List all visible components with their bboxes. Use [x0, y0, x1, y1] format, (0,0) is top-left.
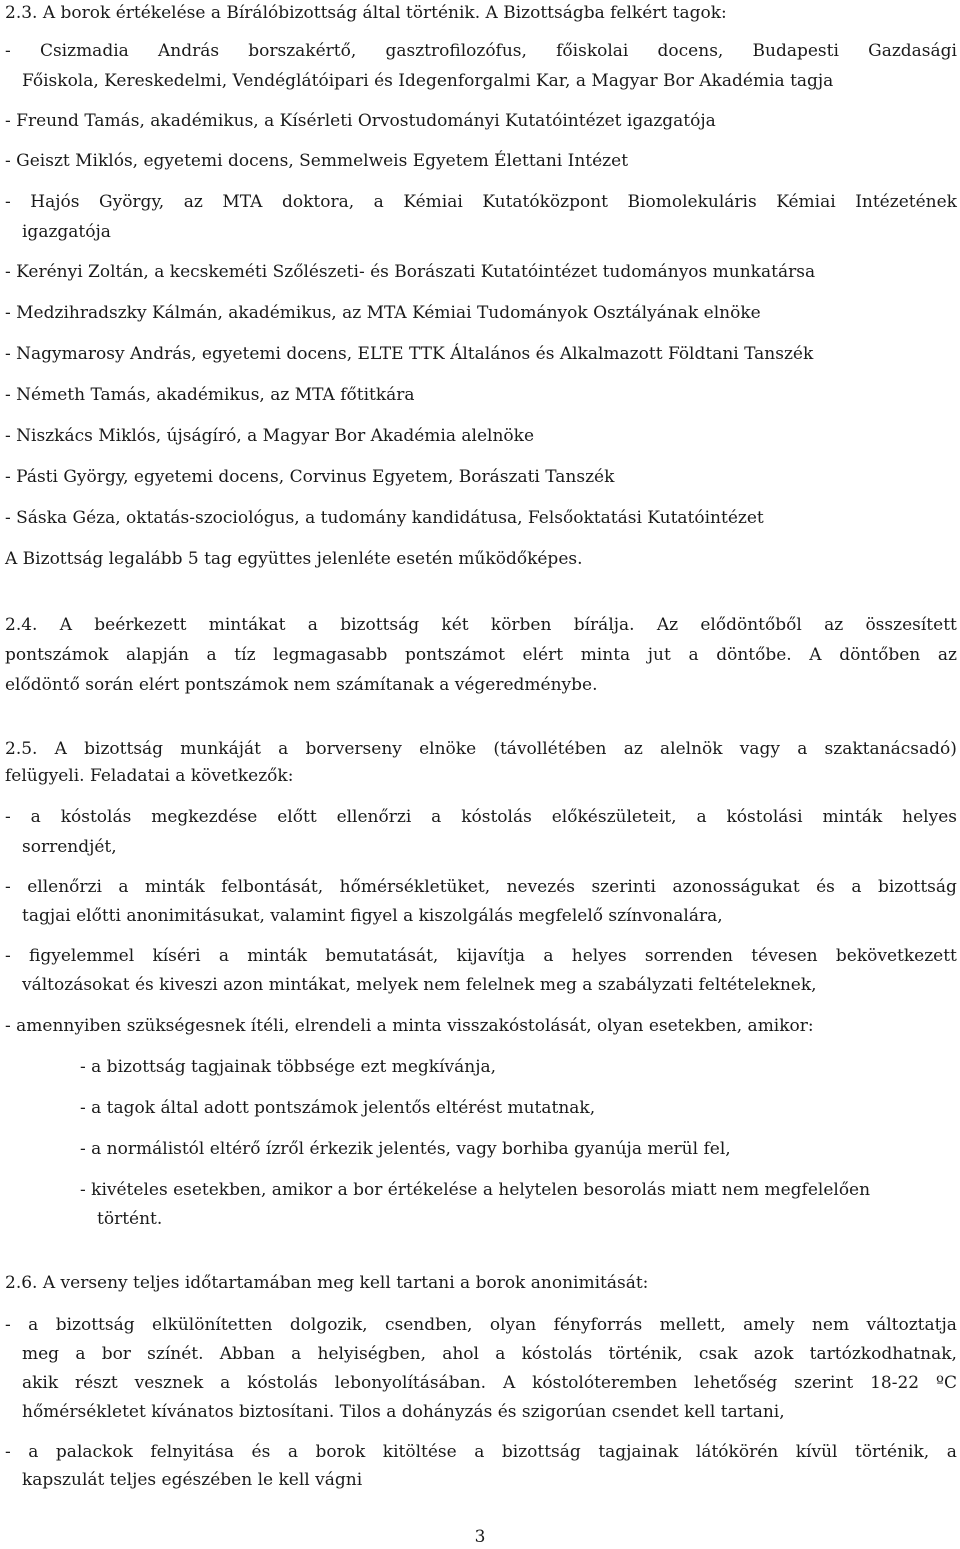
anonymity-item-cont: meg a bor színét. Abban a helyiségben, ahol a kóstolás történik, csak azok tartózkodhatnak, [22, 1344, 957, 1364]
member-line: - Kerényi Zoltán, a kecskeméti Szőlészeti- és Borászati Kutatóintézet tudományos munkatársa [5, 262, 816, 282]
member-line: - Hajós György, az MTA doktora, a Kémiai Kutatóközpont Biomolekuláris Kémiai Intézetének [5, 192, 957, 212]
member-line: - Sáska Géza, oktatás-szociológus, a tudomány kandidátusa, Felsőoktatási Kutatóintézet [5, 508, 764, 528]
section-2-4-line: elődöntő során elért pontszámok nem számítanak a végeredménybe. [5, 675, 598, 695]
section-2-6-heading: 2.6. A verseny teljes időtartamában meg kell tartani a borok anonimitását: [5, 1273, 649, 1293]
anonymity-item: - a bizottság elkülönítetten dolgozik, csendben, olyan fényforrás mellett, amely nem változtatja [5, 1315, 957, 1335]
member-line-cont: igazgatója [22, 222, 111, 242]
section-2-4-line: pontszámok alapján a tíz legmagasabb pontszámot elért minta jut a döntőbe. A döntőben az [5, 645, 957, 665]
sub-item: - kivételes esetekben, amikor a bor értékelése a helytelen besorolás miatt nem megfelelően [80, 1180, 871, 1200]
member-line: - Niszkács Miklós, újságíró, a Magyar Bor Akadémia alelnöke [5, 426, 535, 446]
task-item-cont: változásokat és kiveszi azon mintákat, melyek nem felelnek meg a szabályzati feltételeknek, [22, 975, 817, 995]
member-line: - Németh Tamás, akadémikus, az MTA főtitkára [5, 385, 415, 405]
member-line: - Nagymarosy András, egyetemi docens, ELTE TTK Általános és Alkalmazott Földtani Tanszék [5, 344, 814, 364]
anonymity-item-cont: kapszulát teljes egészében le kell vágni [22, 1470, 363, 1490]
task-item-cont: tagjai előtti anonimitásukat, valamint figyel a kiszolgálás megfelelő színvonalára, [22, 906, 723, 926]
anonymity-item-cont: hőmérsékletet kívánatos biztosítani. Tilos a dohányzás és szigorúan csendet kell tartani, [22, 1402, 785, 1422]
sub-item-cont: történt. [97, 1209, 163, 1229]
task-item: - a kóstolás megkezdése előtt ellenőrzi a kóstolás előkészületeit, a kóstolási minták helyes [5, 807, 957, 827]
section-2-3-heading: 2.3. A borok értékelése a Bírálóbizottság által történik. A Bizottságba felkért tagok: [5, 3, 727, 23]
member-line: - Medzihradszky Kálmán, akadémikus, az MTA Kémiai Tudományok Osztályának elnöke [5, 303, 761, 323]
quorum-text: A Bizottság legalább 5 tag együttes jelenléte esetén működőképes. [5, 549, 583, 569]
member-line: - Csizmadia András borszakértő, gasztrofilozófus, főiskolai docens, Budapesti Gazdasági [5, 41, 957, 61]
sub-item: - a tagok által adott pontszámok jelentős eltérést mutatnak, [80, 1098, 596, 1118]
member-line: - Pásti György, egyetemi docens, Corvinus Egyetem, Borászati Tanszék [5, 467, 615, 487]
task-item: - figyelemmel kíséri a minták bemutatását, kijavítja a helyes sorrenden tévesen bekövetkezett [5, 946, 957, 966]
member-line: - Freund Tamás, akadémikus, a Kísérleti Orvostudományi Kutatóintézet igazgatója [5, 111, 716, 131]
task-item: - ellenőrzi a minták felbontását, hőmérsékletüket, nevezés szerinti azonosságukat és a bizottság [5, 877, 957, 897]
section-2-5-line: 2.5. A bizottság munkáját a borverseny elnöke (távollétében az alelnök vagy a szaktanácsadó) [5, 739, 957, 759]
section-2-4-line: 2.4. A beérkezett mintákat a bizottság két körben bírálja. Az elődöntőből az összesített [5, 615, 957, 635]
sub-item: - a bizottság tagjainak többsége ezt megkívánja, [80, 1057, 497, 1077]
page-number: 3 [474, 1527, 486, 1547]
member-line-cont: Főiskola, Kereskedelmi, Vendéglátóipari és Idegenforgalmi Kar, a Magyar Bor Akadémia tagja [22, 71, 834, 91]
task-item-cont: sorrendjét, [22, 837, 117, 857]
member-line: - Geiszt Miklós, egyetemi docens, Semmelweis Egyetem Élettani Intézet [5, 151, 629, 171]
task-item: - amennyiben szükségesnek ítéli, elrendeli a minta visszakóstolását, olyan esetekben, amikor: [5, 1016, 814, 1036]
anonymity-item: - a palackok felnyitása és a borok kitöltése a bizottság tagjainak látókörén kívül történik, a [5, 1442, 957, 1462]
section-2-5-line: felügyeli. Feladatai a következők: [5, 766, 294, 786]
anonymity-item-cont: akik részt vesznek a kóstolás lebonyolításában. A kóstolóteremben lehetőség szerint 18-22 ºC [22, 1373, 957, 1393]
sub-item: - a normálistól eltérő ízről érkezik jelentés, vagy borhiba gyanúja merül fel, [80, 1139, 731, 1159]
